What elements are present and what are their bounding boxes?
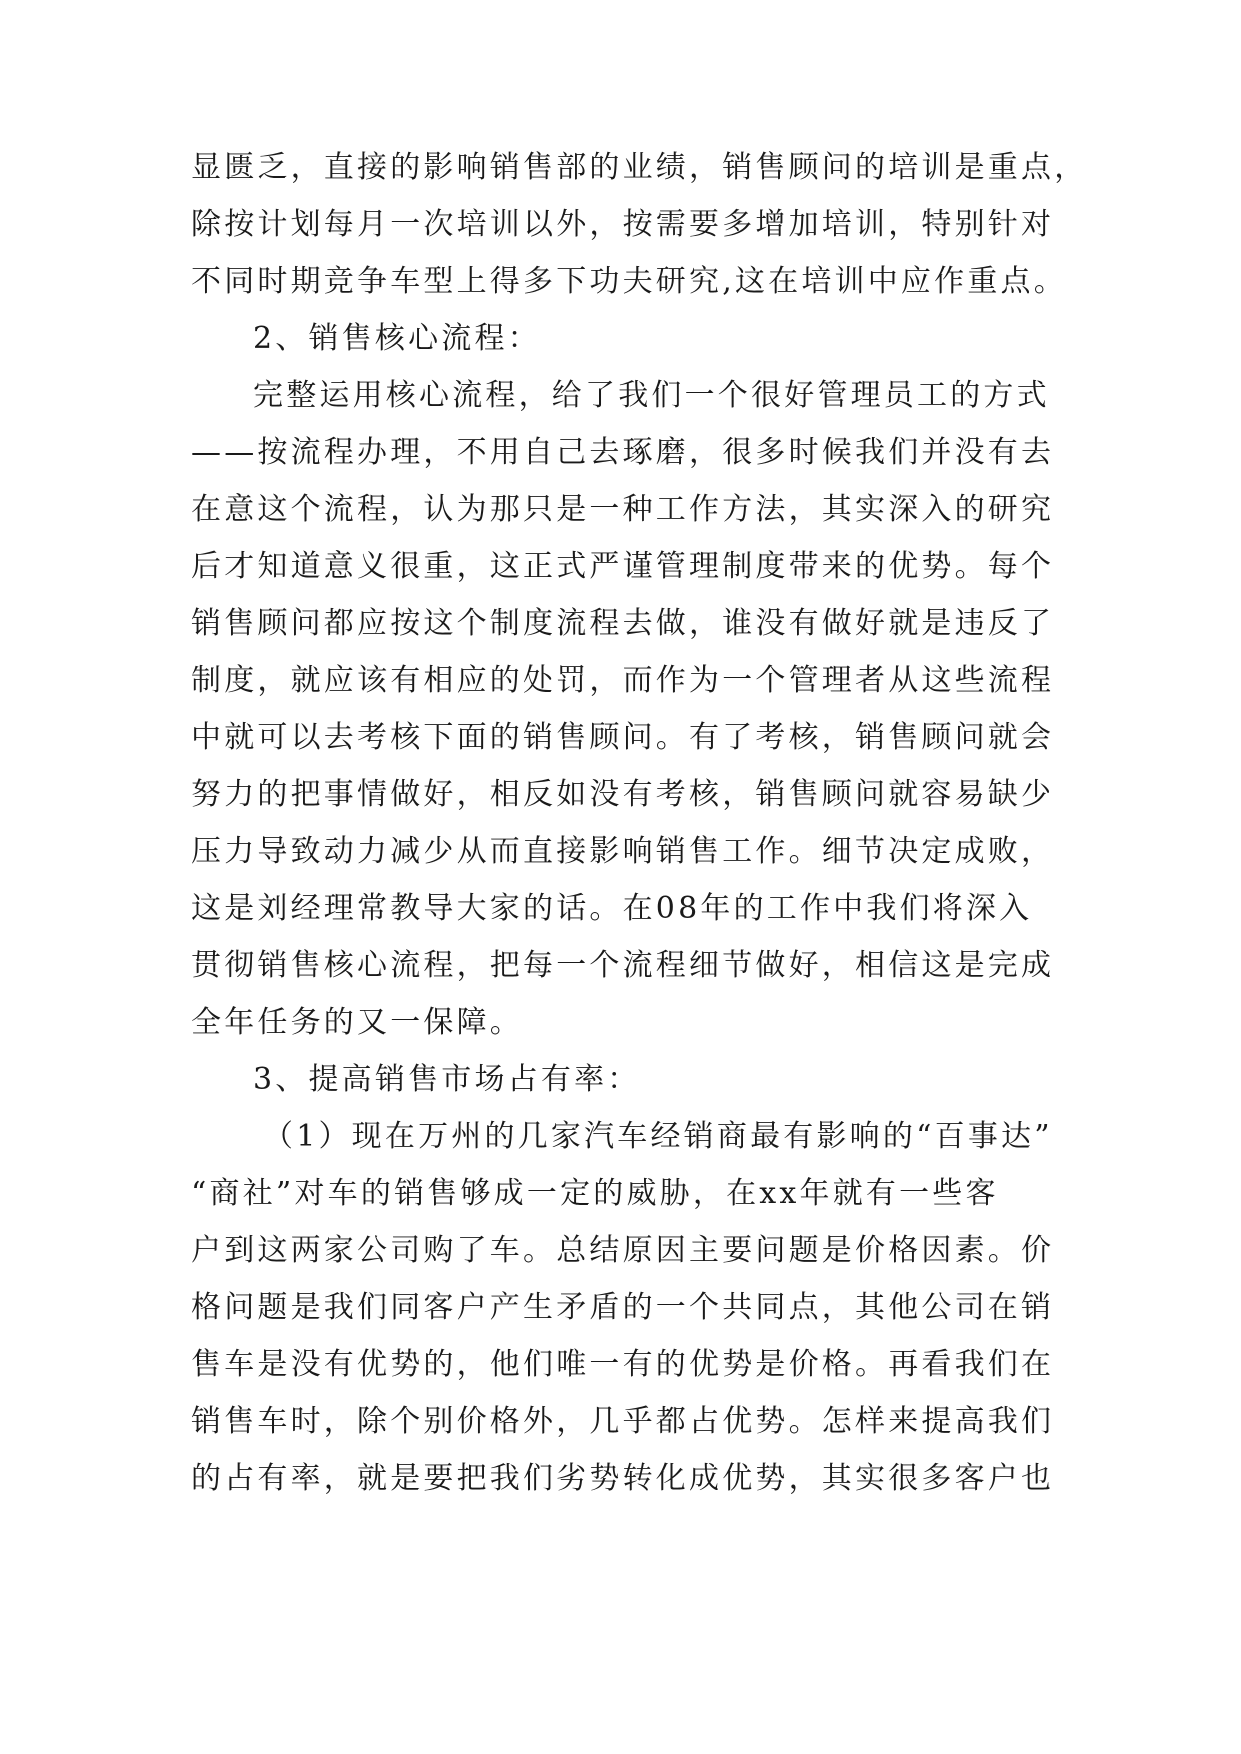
body-text-line: 在意这个流程，认为那只是一种工作方法，其实深入的研究 (191, 492, 1055, 527)
body-text-line: 户到这两家公司购了车。总结原因主要问题是价格因素。价 (191, 1233, 1055, 1268)
body-text-line: 这是刘经理常教导大家的话。在08年的工作中我们将深入 (191, 891, 1033, 926)
body-text-line: 销售车时，除个别价格外，几乎都占优势。怎样来提高我们 (191, 1404, 1055, 1439)
body-text-line: “商社”对车的销售够成一定的威胁，在xx年就有一些客 (191, 1176, 999, 1211)
body-text-line: 制度，就应该有相应的处罚，而作为一个管理者从这些流程 (191, 663, 1055, 698)
body-text-line: 除按计划每月一次培训以外，按需要多增加培训，特别针对 (191, 207, 1055, 242)
section-heading: 2、销售核心流程： (253, 321, 541, 356)
body-text-line: 的占有率，就是要把我们劣势转化成优势，其实很多客户也 (191, 1461, 1055, 1496)
body-text-line: 压力导致动力减少从而直接影响销售工作。细节决定成败， (191, 834, 1055, 869)
body-text-line: 完整运用核心流程，给了我们一个很好管理员工的方式 (253, 378, 1050, 413)
body-text-line: 贯彻销售核心流程，把每一个流程细节做好，相信这是完成 (191, 948, 1055, 983)
body-text-line: 后才知道意义很重，这正式严谨管理制度带来的优势。每个 (191, 549, 1055, 584)
section-heading: 3、提高销售市场占有率： (253, 1062, 641, 1097)
body-text-line: ——按流程办理，不用自己去琢磨，很多时候我们并没有去 (191, 435, 1055, 470)
body-text-line: 格问题是我们同客户产生矛盾的一个共同点，其他公司在销 (191, 1290, 1055, 1325)
body-text-line: （1）现在万州的几家汽车经销商最有影响的“百事达” (263, 1119, 1053, 1154)
body-text-line: 销售顾问都应按这个制度流程去做，谁没有做好就是违反了 (191, 606, 1055, 641)
body-text-line: 全年任务的又一保障。 (191, 1005, 523, 1040)
body-text-line: 中就可以去考核下面的销售顾问。有了考核，销售顾问就会 (191, 720, 1055, 755)
body-text-line: 售车是没有优势的，他们唯一有的优势是价格。再看我们在 (191, 1347, 1055, 1382)
body-text-line: 显匮乏，直接的影响销售部的业绩，销售顾问的培训是重点， (191, 150, 1088, 185)
body-text-line: 不同时期竞争车型上得多下功夫研究,这在培训中应作重点。 (191, 264, 1067, 299)
body-text-line: 努力的把事情做好，相反如没有考核，销售顾问就容易缺少 (191, 777, 1055, 812)
